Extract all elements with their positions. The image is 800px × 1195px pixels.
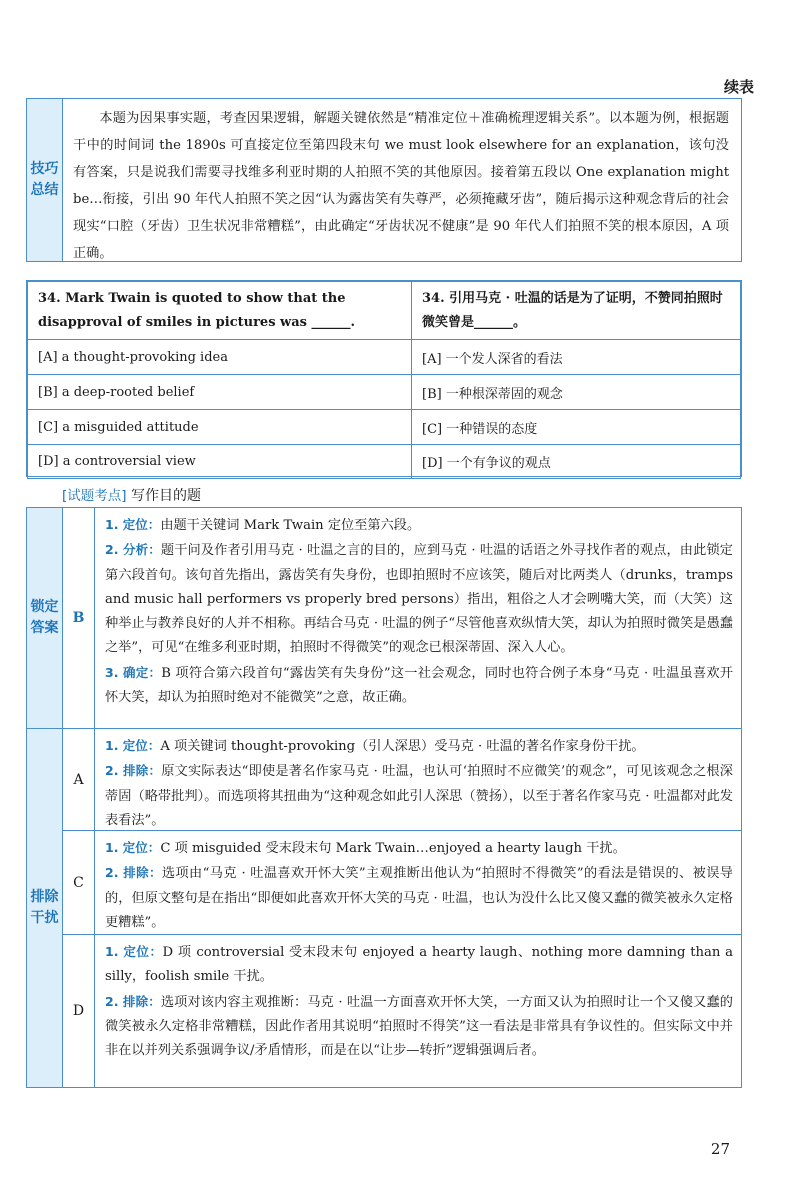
distractor-a-p1-text: A 项关键词 thought-provoking（引人深思）受马克 · 吐温的著名作家身份干扰。 xyxy=(160,739,645,754)
option-a-en: [A] a thought-provoking idea xyxy=(28,340,412,375)
question-zh: 34. 引用马克 · 吐温的话是为了证明，不赞同拍照时微笑曾是______。 xyxy=(412,282,741,340)
answer-analysis-box xyxy=(26,507,742,1088)
option-b-zh: [B] 一种根深蒂固的观念 xyxy=(412,375,741,410)
distractor-content-a xyxy=(95,729,741,830)
distractor-d-p1-text: D 项 controversial 受末段末句 enjoyed a hearty laugh、nothing more damning than a silly，foolish smile 干扰。 xyxy=(105,945,733,985)
distractor-label-line2: 干扰 xyxy=(30,910,59,926)
tip-summary-box xyxy=(26,98,742,262)
option-c-zh: [C] 一种错误的态度 xyxy=(412,410,741,445)
distractor-letter-a: A xyxy=(63,729,95,830)
answer-content xyxy=(95,508,741,728)
answer-p2-text: 题干问及作者引用马克 · 吐温之言的目的，应到马克 · 吐温的话语之外寻找作者的观点，由此锁定第六段首句。该句首先指出，露齿笑有失身份，也即拍照时不应该笑，随后对比两类人（drunks，tramps and music hall performers vs properly bred persons）指出，粗俗之人才会咧嘴大笑，而（大笑）这种举止与教养良好的人并不相称。再结合马克 · 吐温的例子“尽管他喜欢纵情大笑，却认为拍照时微笑是愚蠢之举”，可见“在维多利亚时期，拍照时不得微笑”的观念已根深蒂固、深入人心。 xyxy=(105,543,733,656)
distractor-d-p2-text: 选项对该内容主观推断：马克 · 吐温一方面喜欢开怀大笑，一方面又认为拍照时让一个又傻又蠢的微笑被永久定格非常糟糕，因此作者用其说明“拍照时不得笑”这一看法是非常具有争议性的。但实际文中并非在以并列关系强调争议/矛盾情形，而是在以“让步—转折”逻辑强调后者。 xyxy=(105,994,733,1059)
tip-label-line1: 技巧 xyxy=(30,161,59,177)
answer-label-line2: 答案 xyxy=(30,620,59,636)
distractor-row-d xyxy=(63,935,741,1087)
answer-p1-text: 由题干关键词 Mark Twain 定位至第六段。 xyxy=(160,518,421,533)
distractor-c-p1-label: 1. 定位： xyxy=(105,840,161,855)
distractor-c-p1-text: C 项 misguided 受末段末句 Mark Twain…enjoyed a hearty laugh 干扰。 xyxy=(160,841,626,856)
option-row xyxy=(28,410,741,445)
tip-side-label xyxy=(27,99,63,261)
distractor-c-p2-text: 选项由“马克 · 吐温喜欢开怀大笑”主观推断出他认为“拍照时不得微笑”的看法是错误的、被误导的，但原文整句是在指出“即便如此喜欢开怀大笑的马克 · 吐温，也认为没什么比又傻又蠢的微笑被永久定格更糟糕”。 xyxy=(105,866,733,930)
answer-side-label xyxy=(27,508,63,1087)
answer-p2-label: 2. 分析： xyxy=(105,542,161,558)
option-d-en: [D] a controversial view xyxy=(28,445,412,479)
test-point-text: 写作目的题 xyxy=(131,488,201,504)
answer-p1-label: 1. 定位： xyxy=(105,517,161,532)
option-row xyxy=(28,445,741,479)
question-en: 34. Mark Twain is quoted to show that the disapproval of smiles in pictures was ______. xyxy=(28,282,412,340)
distractor-a-p2-label: 2. 排除： xyxy=(105,763,162,779)
distractor-content-d xyxy=(95,935,741,1087)
distractor-letter-d: D xyxy=(63,935,95,1087)
test-point xyxy=(62,484,201,505)
page-number: 27 xyxy=(710,1140,730,1158)
distractor-letter-c: C xyxy=(63,831,95,934)
tip-text: 本题为因果事实题，考查因果逻辑，解题关键依然是“精准定位＋准确梳理逻辑关系”。以本题为例，根据题干中的时间词 the 1890s 可直接定位至第四段末句 we must look elsewhere for an explanation，该句没有答案，只是说我们需要寻找维多利亚时期的人拍照不笑的其他原因。接着第五段以 One explanation might be…衔接，引出 90 年代人拍照不笑之因“认为露齿笑有失尊严，必须掩藏牙齿”，随后揭示这种观念背后的社会现实“口腔（牙齿）卫生状况非常糟糕”，由此确定“牙齿状况不健康”是 90 年代人们拍照不笑的根本原因，A 项正确。 xyxy=(73,111,729,261)
question-table xyxy=(26,280,742,477)
distractor-a-p1-label: 1. 定位： xyxy=(105,738,161,753)
answer-letter: B xyxy=(63,508,95,728)
distractor-content-c xyxy=(95,831,741,934)
continued-label: 续表 xyxy=(723,78,754,96)
tip-label-line2: 总结 xyxy=(30,182,59,198)
distractor-row-c xyxy=(63,831,741,935)
answer-p3-text: B 项符合第六段首句“露齿笑有失身份”这一社会观念，同时也符合例子本身“马克 · 吐温虽喜欢开怀大笑，却认为拍照时绝对不能微笑”之意，故正确。 xyxy=(105,665,733,706)
answer-row xyxy=(63,508,741,729)
distractor-c-p2-label: 2. 排除： xyxy=(105,865,162,881)
distractor-row-a xyxy=(63,729,741,831)
option-row xyxy=(28,375,741,410)
distractor-a-p2-text: 原文实际表达“即使是著名作家马克 · 吐温，也认可‘拍照时不应微笑’的观念”，可见该观念之根深蒂固（略带批判）。而选项将其扭曲为“这种观念如此引人深思（赞扬），以至于著名作家马克 · 吐温都对此发表看法”。 xyxy=(105,764,733,828)
distractor-d-p1-label: 1. 定位： xyxy=(105,944,163,959)
distractor-d-p2-label: 2. 排除： xyxy=(105,993,161,1009)
option-c-en: [C] a misguided attitude xyxy=(28,410,412,445)
option-row xyxy=(28,340,741,375)
analysis-column xyxy=(63,508,741,1087)
option-a-zh: [A] 一个发人深省的看法 xyxy=(412,340,741,375)
test-point-tag: [试题考点] xyxy=(62,488,127,504)
distractor-label-line1: 排除 xyxy=(30,889,59,905)
option-d-zh: [D] 一个有争议的观点 xyxy=(412,445,741,479)
answer-p3-label: 3. 确定： xyxy=(105,664,162,680)
option-b-en: [B] a deep-rooted belief xyxy=(28,375,412,410)
question-header-row xyxy=(28,282,741,340)
answer-label-line1: 锁定 xyxy=(30,599,59,615)
